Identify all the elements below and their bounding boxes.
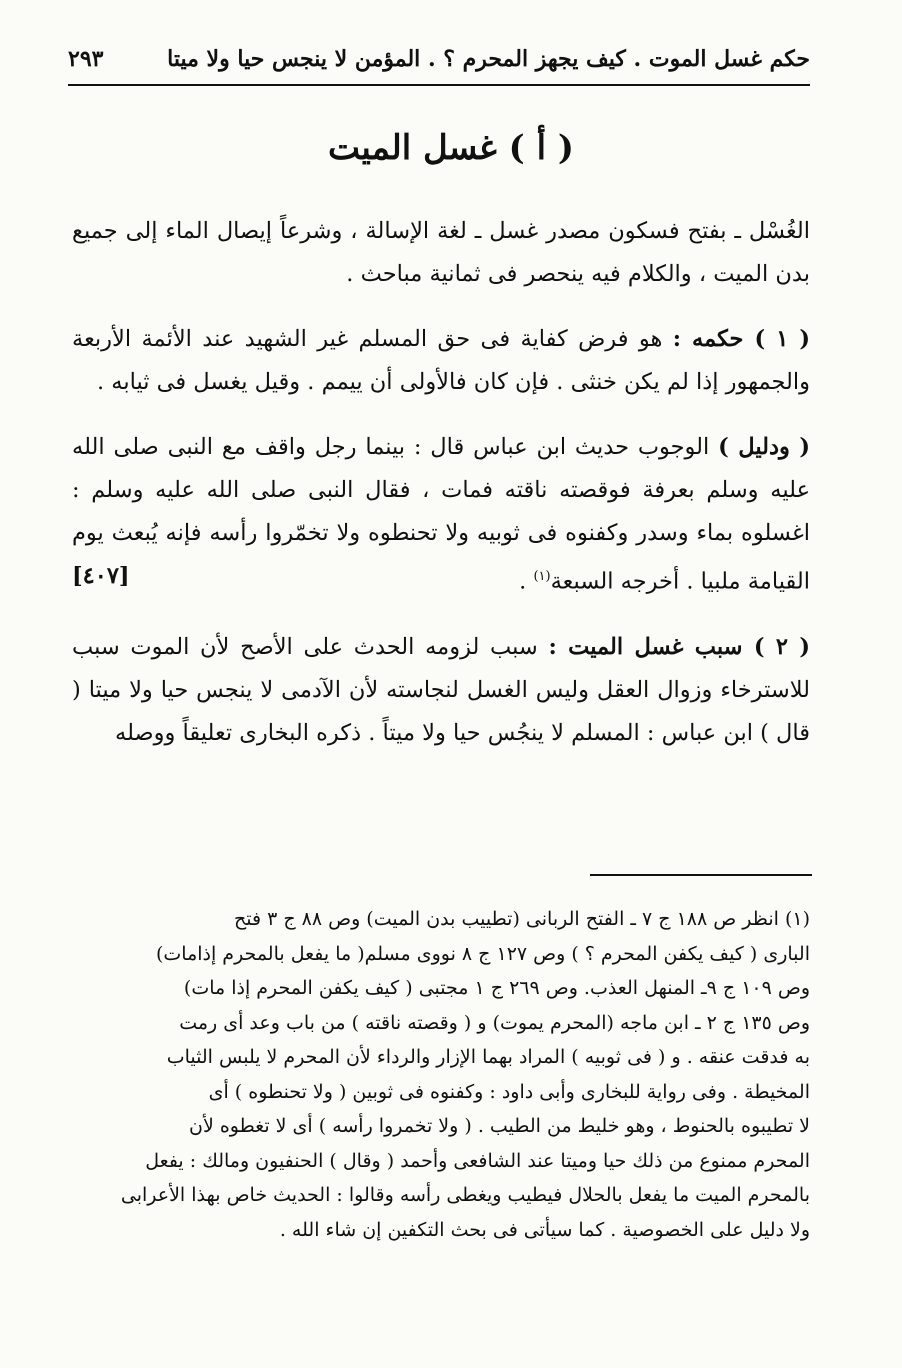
page-number: ٢٩٣: [68, 46, 104, 72]
footnote-line: (١) انظر ص ١٨٨ ج ٧ ـ الفتح الربانى (تطييب بدن الميت) وص ٨٨ ج ٣ فتح: [233, 908, 810, 930]
cause-paragraph: [72, 626, 810, 755]
footnote-line: ولا دليل على الخصوصية . كما سيأتى فى بحث التكفين إن شاء الله .: [279, 1218, 810, 1241]
evidence-paragraph: ( ودليل ) الوجوب حديث ابن عباس قال : بينما رجل واقف مع النبى صلى الله عليه وسلم بعرفة فوقصته ناقته فمات ، فقال النبى صلى الله عليه وسلم : اغسلوه بماء وسدر وكفنوه فى ثوبيه ولا تحنطوه ولا تخمّروا رأسه فإنه يُبعث يوم القيامة ملبيا . أخرجه السبعة$^{(١)}$ . [٤٠٧]: [72, 426, 810, 604]
section-title: ( أ ) غسل الميت: [328, 128, 574, 168]
hukm-paragraph: [72, 318, 810, 404]
footnote-line: به فدقت عنقه . و ( فى ثوبيه ) المراد بهما الإزار والرداء لأن المحرم لا يلبس الثياب: [166, 1046, 810, 1068]
footnote-line: وص ١٣٥ ج ٢ ـ ابن ماجه (المحرم يموت) و ( وقصته ناقته ) من باب وعد أى رمت: [179, 1011, 810, 1034]
running-title: حكم غسل الموت . كيف يجهز المحرم ؟ . المؤمن لا ينجس حيا ولا ميتا: [167, 46, 810, 72]
footnote-marker[interactable]: (١): [533, 569, 551, 584]
intro-paragraph: الغُسْل ـ بفتح فسكون مصدر غسل ـ لغة الإسالة ، وشرعاً إيصال الماء إلى جميع بدن الميت ، والكلام فيه ينحصر فى ثمانية مباحث .: [72, 218, 810, 287]
page-header: [68, 46, 810, 86]
footnote-line: المخيطة . وفى رواية للبخارى وأبى داود : وكفنوه فى ثوبين ( ولا تحنطوه ) أى: [208, 1080, 810, 1103]
evidence-text: الوجوب حديث ابن عباس قال : بينما رجل واقف مع النبى صلى الله عليه وسلم بعرفة فوقصته ناقته فمات ، فقال النبى صلى الله عليه وسلم : اغسلوه بماء وسدر وكفنوه فى ثوبيه ولا تحنطوه ولا تخمّروا رأسه فإنه يُبعث يوم القيامة ملبيا . أخرجه السبعة: [72, 434, 810, 595]
hukm-text: هو فرض كفاية فى حق المسلم غير الشهيد عند الأئمة الأربعة والجمهور إذا لم يكن خنثى . فإن كان فالأولى أن ييمم . وقيل يغسل فى ثيابه .: [72, 326, 810, 395]
hadith-reference-number: [٤٠٧]: [72, 563, 130, 589]
evidence-heading: ( ودليل ): [718, 434, 811, 460]
footnote-line: المحرم ممنوع من ذلك حيا وميتا عند الشافعى وأحمد ( وقال ) الحنفيون ومالك : يفعل: [145, 1149, 810, 1172]
footnotes: [72, 902, 810, 1247]
main-text: [72, 210, 810, 777]
footnote-line: بالمحرم الميت ما يفعل بالحلال فيطيب ويغطى رأسه وقالوا : الحديث خاص بهذا الأعرابى: [120, 1184, 810, 1206]
footnote-separator: [590, 874, 812, 876]
footnote-line: وص ١٠٩ ج ٩ـ المنهل العذب. وص ٢٦٩ ج ١ مجتبى ( كيف يكفن المحرم إذا مات): [183, 977, 810, 999]
cause-text: سبب لزومه الحدث على الأصح لأن الموت سبب للاسترخاء وزوال العقل وليس الغسل لنجاسته لأن الآدمى لا ينجس حيا ولا ميتا ( قال ) ابن عباس : المسلم لا ينجُس حيا ولا ميتاً . ذكره البخارى تعليقاً ووصله: [72, 633, 810, 746]
footnote-line: لا تطيبوه بالحنوط ، وهو خليط من الطيب . ( ولا تخمروا رأسه ) أى لا تغطوه لأن: [189, 1115, 810, 1137]
hukm-heading: ( ١ ) حكمه :: [672, 326, 811, 352]
cause-heading: ( ٢ ) سبب غسل الميت :: [548, 633, 811, 660]
footnote-line: البارى ( كيف يكفن المحرم ؟ ) وص ١٢٧ ج ٨ نووى مسلم( ما يفعل بالمحرم إذامات): [155, 942, 810, 965]
